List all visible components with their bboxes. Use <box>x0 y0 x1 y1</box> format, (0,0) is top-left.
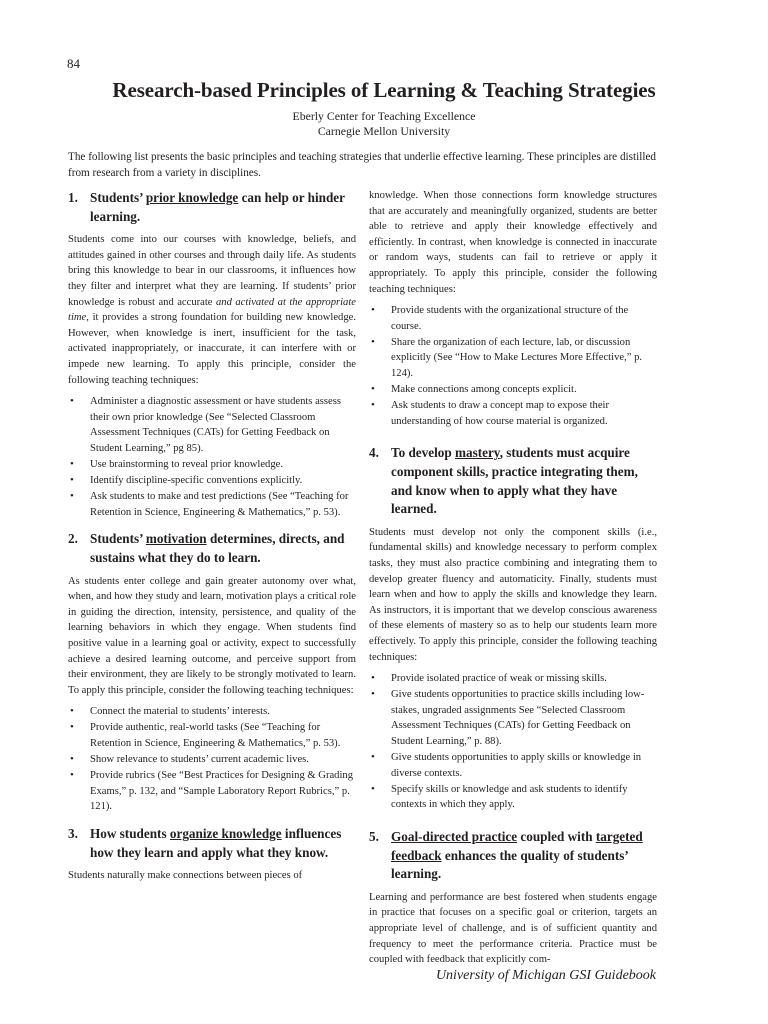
list-item: • Show relevance to students’ current academic lives. <box>68 752 356 768</box>
section-heading <box>68 189 356 226</box>
list-item: • Provide authentic, real-world tasks (See “Teaching for Retention in Science, Engineering & Mathematics,” p. 53). <box>68 720 356 751</box>
list-item: • Identify discipline-specific conventions explicitly. <box>68 473 356 489</box>
list-item: • Provide students with the organizational structure of the course. <box>369 303 657 334</box>
section-heading-text: Students’ motivation determines, directs, and sustains what they do to learn. <box>90 531 345 565</box>
section-heading-text: How students organize knowledge influences how they learn and apply what they know. <box>90 825 342 860</box>
section-heading-text: To develop mastery, students must acquire component skills, practice integrating them, and know when to apply what they have learned. <box>391 445 638 517</box>
list-item: • Connect the material to students’ interests. <box>68 704 356 720</box>
list-item: • Administer a diagnostic assessment or have students assess their own prior knowledge (See “Selected Classroom Assessment Techniques (CATs) for Getting Feedback on Student Learning,” pg 85). <box>68 394 356 456</box>
section-heading <box>68 825 356 862</box>
intro-paragraph: The following list presents the basic principles and teaching strategies that underlie effective learning. These principles are distilled from research from a variety in disciplines. <box>68 151 656 179</box>
section-body-continued: knowledge. When those connections form knowledge structures that are accurately and meaningfully organized, students are better able to retrieve and apply their knowledge effectively and efficiently. In contrast, when knowledge is connected in inaccurate or random ways, students can fail to retrieve or apply it appropriately. To apply this principle, consider the following teaching techniques: <box>369 190 657 295</box>
section-body: Students naturally make connections between pieces of <box>68 870 303 882</box>
list-item: • Share the organization of each lecture, lab, or discussion explicitly (See “How to Make Lectures More Effective,” p. 124). <box>369 335 657 382</box>
list-item: • Provide isolated practice of weak or missing skills. <box>369 671 657 687</box>
list-item: • Specify skills or knowledge and ask students to identify contexts in which they apply. <box>369 782 657 813</box>
bullet-list <box>68 394 356 520</box>
bullet-list <box>68 704 356 815</box>
affiliation-center: Eberly Center for Teaching Excellence <box>292 109 476 123</box>
section-heading-text: Goal-directed practice coupled with targeted feedback enhances the quality of students’ learning. <box>391 828 643 882</box>
section-body: Students come into our courses with knowledge, beliefs, and attitudes gained in other courses and through daily life. As students bring this knowledge to bear in our classrooms, it influences how they filter and interpret what they are learning. If students’ prior knowledge is robust and accurate and activated at the appropriate time, it provides a strong foundation for building new knowledge. However, when knowledge is inert, insufficient for the task, activated inappropriately, or inaccurate, it can interfere with or impede new learning. To apply this principle, consider the following teaching techniques: <box>68 234 356 386</box>
right-column <box>369 188 657 968</box>
affiliation-university: Carnegie Mellon University <box>317 124 451 138</box>
left-column <box>68 189 356 884</box>
section-body: Students must develop not only the component skills (i.e., fundamental skills) and knowledge necessary to perform complex tasks, they must also practice combining and integrating them to develop greater fluency and automaticity. Finally, students must learn when and how to apply the skills and knowledge they learn. As instructors, it is important that we develop conscious awareness of these elements of mastery so as to help our students learn more effectively. To apply this principle, consider the following teaching techniques: <box>369 526 657 663</box>
section-heading <box>68 530 356 567</box>
list-item: • Provide rubrics (See “Best Practices for Designing & Grading Exams,” p. 132, and “Sample Laboratory Report Rubrics,” p. 121). <box>68 768 356 815</box>
section-heading <box>369 828 657 884</box>
section-heading-text: Students’ prior knowledge can help or hinder learning. <box>90 190 345 224</box>
footer-guidebook-title: University of Michigan GSI Guidebook <box>435 968 656 983</box>
section-body: As students enter college and gain greater autonomy over what, when, and how they study and learn, motivation plays a critical role in guiding the direction, intensity, persistence, and quality of the learning behaviors in which they engage. When students find positive value in a learning goal or activity, expect to successfully achieve a desired learning outcome, and perceive support from their environment, they are likely to be strongly motivated to learn. To apply this principle, consider the following teaching techniques: <box>68 575 356 696</box>
list-item: • Give students opportunities to apply skills or knowledge in diverse contexts. <box>369 750 657 781</box>
section-body: Learning and performance are best fostered when students engage in practice that focuses on a specific goal or criterion, targets an appropriate level of challenge, and is of sufficient quantity and frequency to meet the performance criteria. Practice must be coupled with feedback that explicitly com- <box>369 891 657 966</box>
list-item: • Ask students to make and test predictions (See “Teaching for Retention in Science, Engineering & Mathematics,” p. 53). <box>68 489 356 520</box>
bullet-list <box>369 671 657 813</box>
bullet-list <box>369 303 657 429</box>
section-number: 1. <box>68 190 78 205</box>
page-number: 84 <box>67 56 80 71</box>
section-number: 3. <box>68 825 78 841</box>
list-item: • Ask students to draw a concept map to expose their understanding of how course material is organized. <box>369 398 657 429</box>
list-item: • Give students opportunities to practice skills including low-stakes, ungraded assignments See “Selected Classroom Assessment Techniques (CATs) for Getting Feedback on Student Learning,” p. 88). <box>369 687 657 749</box>
section-heading <box>369 444 657 518</box>
section-number: 4. <box>369 445 379 461</box>
emphasis: and activated at the appropriate time <box>68 296 356 324</box>
section-number: 2. <box>68 531 78 547</box>
section-number: 5. <box>369 828 379 844</box>
list-item: • Use brainstorming to reveal prior knowledge. <box>68 457 356 473</box>
list-item: • Make connections among concepts explicit. <box>369 382 657 398</box>
page-title: Research-based Principles of Learning & Teaching Strategies <box>112 78 656 102</box>
